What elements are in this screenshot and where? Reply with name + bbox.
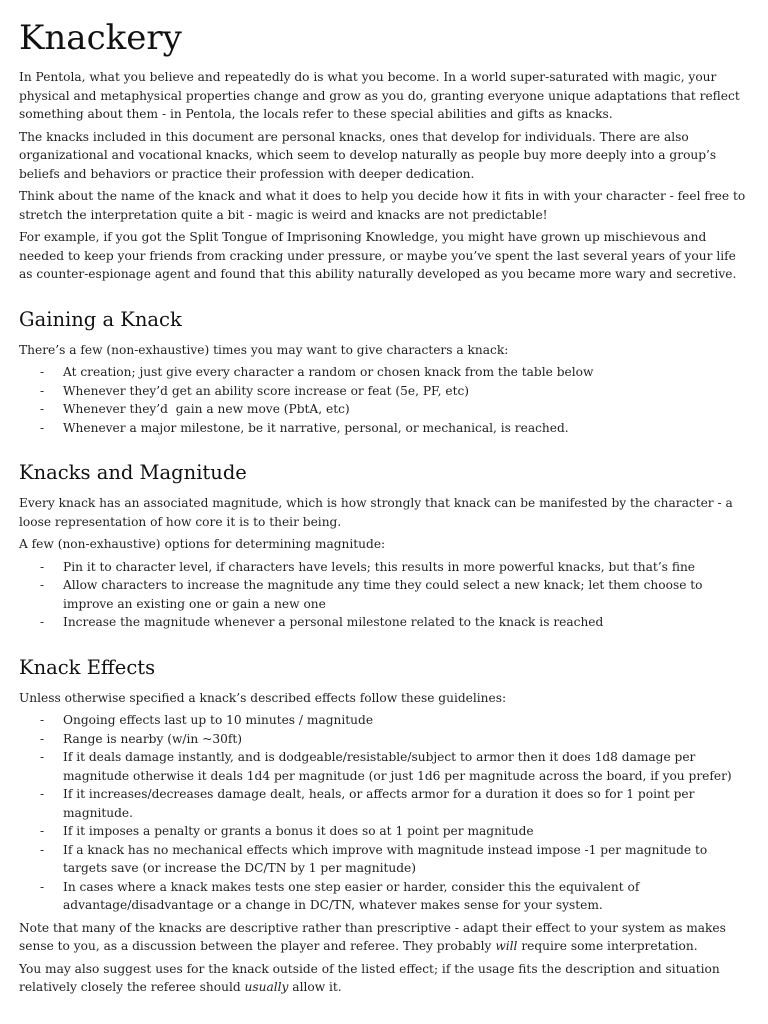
note-text: Note that many of the knacks are descriptive rather than prescriptive - adapt their effect to your system as makes sense to you, as a discussion between the player and referee. They probably bbox=[19, 920, 726, 953]
section-heading-gaining: Gaining a Knack bbox=[19, 307, 182, 331]
list-item-text: Allow characters to increase the magnitude any time they could select a new knack; let them choose to improve an existing one or gain a new one bbox=[63, 578, 703, 611]
list-item-text: If it increases/decreases damage dealt, heals, or affects armor for a duration it does so for 1 point per magnitude. bbox=[63, 787, 695, 820]
list-item-text: Whenever a major milestone, be it narrative, personal, or mechanical, is reached. bbox=[63, 420, 569, 435]
list-item-text: Pin it to character level, if characters have levels; this results in more powerful knacks, but that’s fine bbox=[63, 559, 696, 574]
list-item bbox=[19, 785, 748, 822]
list-dash: - bbox=[40, 615, 45, 629]
list-item bbox=[19, 363, 748, 382]
list-item-text: If a knack has no mechanical effects which improve with magnitude instead impose -1 per magnitude to targets save (or increase the DC/TN by 1 per magnitude) bbox=[63, 842, 708, 875]
list-item bbox=[19, 841, 748, 878]
list-item bbox=[19, 558, 748, 577]
section-heading-magnitude: Knacks and Magnitude bbox=[19, 461, 247, 484]
note-text: allow it. bbox=[288, 980, 342, 994]
list-dash: - bbox=[40, 824, 45, 838]
list-item bbox=[19, 400, 748, 419]
list-dash: - bbox=[40, 559, 45, 574]
note-text: require some interpretation. bbox=[517, 939, 698, 953]
effects-note-2 bbox=[19, 960, 748, 997]
list-dash: - bbox=[40, 842, 45, 857]
intro-paragraph-3: Think about the name of the knack and what it does to help you decide how it fits in with your character - feel free to stretch the interpretation quite a bit - magic is weird and knacks are not predictable! bbox=[19, 189, 746, 222]
note-text: You may also suggest uses for the knack outside of the listed effect; if the usage fits the description and situation relatively closely the referee should bbox=[19, 961, 720, 994]
list-dash: - bbox=[40, 578, 45, 592]
intro-paragraph-1: In Pentola, what you believe and repeatedly do is what you become. In a world super-saturated with magic, your physical and metaphysical properties change and grow as you do, granting everyone unique adaptations that reflect something about them - in Pentola, the locals refer to these special abilities and gifts as knacks. bbox=[19, 70, 740, 121]
list-item bbox=[19, 576, 748, 613]
list-item bbox=[19, 748, 748, 785]
list-item-text: If it deals damage instantly, and is dodgeable/resistable/subject to armor then it does 1d8 damage per magnitude otherwise it deals 1d4 per magnitude (or just 1d6 per magnitude across the board, if you prefer) bbox=[63, 750, 732, 783]
list-item bbox=[19, 613, 748, 632]
list-item-text: Increase the magnitude whenever a personal milestone related to the knack is reached bbox=[63, 615, 604, 629]
list-item-text: Range is nearby (w/in ~30ft) bbox=[63, 731, 242, 746]
gaining-list bbox=[19, 363, 748, 437]
list-item-text: In cases where a knack makes tests one step easier or harder, consider this the equivalent of advantage/disadvantage or a change in DC/TN, whatever makes sense for your system. bbox=[63, 879, 640, 912]
list-item bbox=[19, 878, 748, 915]
list-item bbox=[19, 419, 748, 438]
list-dash: - bbox=[40, 750, 45, 764]
list-item bbox=[19, 730, 748, 749]
intro-paragraph-2: The knacks included in this document are personal knacks, ones that develop for individuals. There are also organizational and vocational knacks, which seem to develop naturally as people buy more deeply into a group’s beliefs and behaviors or practice their profession with deeper dedication. bbox=[19, 129, 717, 181]
list-dash: - bbox=[40, 731, 45, 746]
effects-lead: Unless otherwise specified a knack’s described effects follow these guidelines: bbox=[19, 690, 507, 705]
list-dash: - bbox=[40, 420, 45, 435]
magnitude-lead: A few (non-exhaustive) options for determining magnitude: bbox=[19, 537, 386, 551]
list-item-text: Ongoing effects last up to 10 minutes / magnitude bbox=[63, 713, 374, 727]
magnitude-paragraph: Every knack has an associated magnitude, which is how strongly that knack can be manifested by the character - a loose representation of how core it is to their being. bbox=[19, 496, 733, 529]
effects-list bbox=[19, 711, 748, 915]
note-emphasis: will bbox=[495, 939, 518, 953]
list-dash: - bbox=[40, 879, 45, 894]
list-item bbox=[19, 822, 748, 841]
list-dash: - bbox=[40, 713, 45, 727]
list-item bbox=[19, 711, 748, 730]
page-title: Knackery bbox=[19, 18, 182, 58]
note-emphasis: usually bbox=[244, 980, 289, 994]
gaining-lead: There’s a few (non-exhaustive) times you may want to give characters a knack: bbox=[19, 342, 509, 357]
list-item-text: At creation; just give every character a random or chosen knack from the table below bbox=[63, 365, 594, 379]
list-item-text: Whenever they’d gain a new move (PbtA, etc) bbox=[63, 402, 350, 416]
list-item-text: Whenever they’d get an ability score increase or feat (5e, PF, etc) bbox=[63, 383, 470, 398]
magnitude-list bbox=[19, 558, 748, 632]
list-dash: - bbox=[40, 383, 45, 398]
list-item bbox=[19, 382, 748, 401]
list-dash: - bbox=[40, 365, 45, 379]
effects-note-1 bbox=[19, 919, 748, 956]
list-dash: - bbox=[40, 787, 45, 801]
intro-paragraph-4: For example, if you got the Split Tongue of Imprisoning Knowledge, you might have grown up mischievous and needed to keep your friends from cracking under pressure, or maybe you’ve spent the last several years of your life as counter-espionage agent and found that this ability naturally developed as you became more wary and secretive. bbox=[19, 230, 737, 281]
list-item-text: If it imposes a penalty or grants a bonus it does so at 1 point per magnitude bbox=[63, 824, 534, 838]
list-dash: - bbox=[40, 402, 45, 416]
section-heading-effects: Knack Effects bbox=[19, 655, 156, 679]
